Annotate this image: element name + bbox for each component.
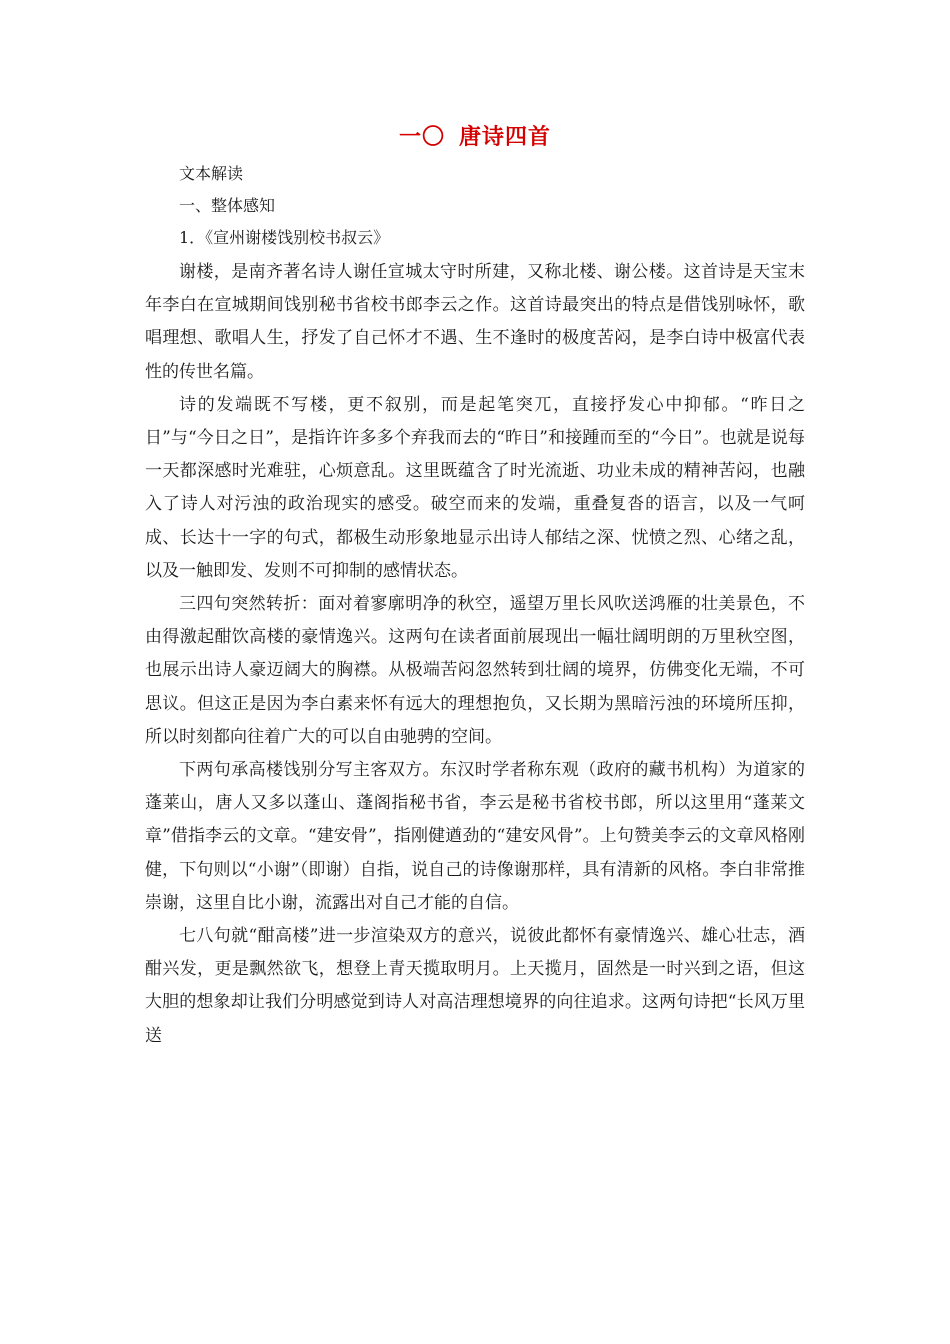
paragraph: 七八句就“酣高楼”进一步渲染双方的意兴，说彼此都怀有豪情逸兴、雄心壮志，酒酣兴发，更是飘然欲飞，想登上青天揽取明月。上天揽月，固然是一时兴到之语，但这大胆的想象却让我们分明感觉到诗人对高洁理想境界的向往追求。这两句诗把“长风万里送 — [145, 926, 805, 1046]
poem-heading: 1．《宣州谢楼饯别校书叔云》 — [179, 228, 390, 247]
paragraph: 诗的发端既不写楼，更不叙别，而是起笔突兀，直接抒发心中抑郁。“昨日之日”与“今日之日”，是指许许多多个弃我而去的“昨日”和接踵而至的“今日”。也就是说每一天都深感时光难驻，心烦意乱。这里既蕴含了时光流逝、功业未成的精神苦闷，也融入了诗人对污浊的政治现实的感受。破空而来的发端，重叠复沓的语言，以及一气呵成、长达十一字的句式，都极生动形象地显示出诗人郁结之深、忧愤之烈、心绪之乱，以及一触即发、发则不可抑制的感情状态。 — [145, 394, 805, 581]
title-text: 唐诗四首 — [459, 125, 552, 150]
title-number: 一〇 — [398, 125, 445, 150]
paragraph: 下两句承高楼饯别分写主客双方。东汉时学者称东观（政府的藏书机构）为道家的蓬莱山，唐人又多以蓬山、蓬阁指秘书省，李云是秘书省校书郎，所以这里用“蓬莱文章”借指李云的文章。“建安骨”，指刚健遒劲的“建安风骨”。上句赞美李云的文章风格刚健，下句则以“小谢”（即谢）自指，说自己的诗像谢那样，具有清新的风格。李白非常推崇谢，这里自比小谢，流露出对自己才能的自信。 — [145, 760, 805, 913]
page-title — [0, 120, 950, 151]
section-heading: 文本解读 — [179, 164, 244, 183]
paragraph: 谢楼，是南齐著名诗人谢任宣城太守时所建，又称北楼、谢公楼。这首诗是天宝末年李白在宣城期间饯别秘书省校书郎李云之作。这首诗最突出的特点是借饯别咏怀，歌唱理想、歌唱人生，抒发了自己怀才不遇、生不逢时的极度苦闷，是李白诗中极富代表性的传世名篇。 — [145, 262, 805, 382]
subsection-heading: 一、整体感知 — [179, 196, 276, 215]
document-body — [145, 158, 805, 1053]
paragraph: 三四句突然转折：面对着寥廓明净的秋空，遥望万里长风吹送鸿雁的壮美景色，不由得激起酣饮高楼的豪情逸兴。这两句在读者面前展现出一幅壮阔明朗的万里秋空图，也展示出诗人豪迈阔大的胸襟。从极端苦闷忽然转到壮阔的境界，仿佛变化无端，不可思议。但这正是因为李白素来怀有远大的理想抱负，又长期为黑暗污浊的环境所压抑，所以时刻都向往着广大的可以自由驰骋的空间。 — [145, 594, 805, 747]
